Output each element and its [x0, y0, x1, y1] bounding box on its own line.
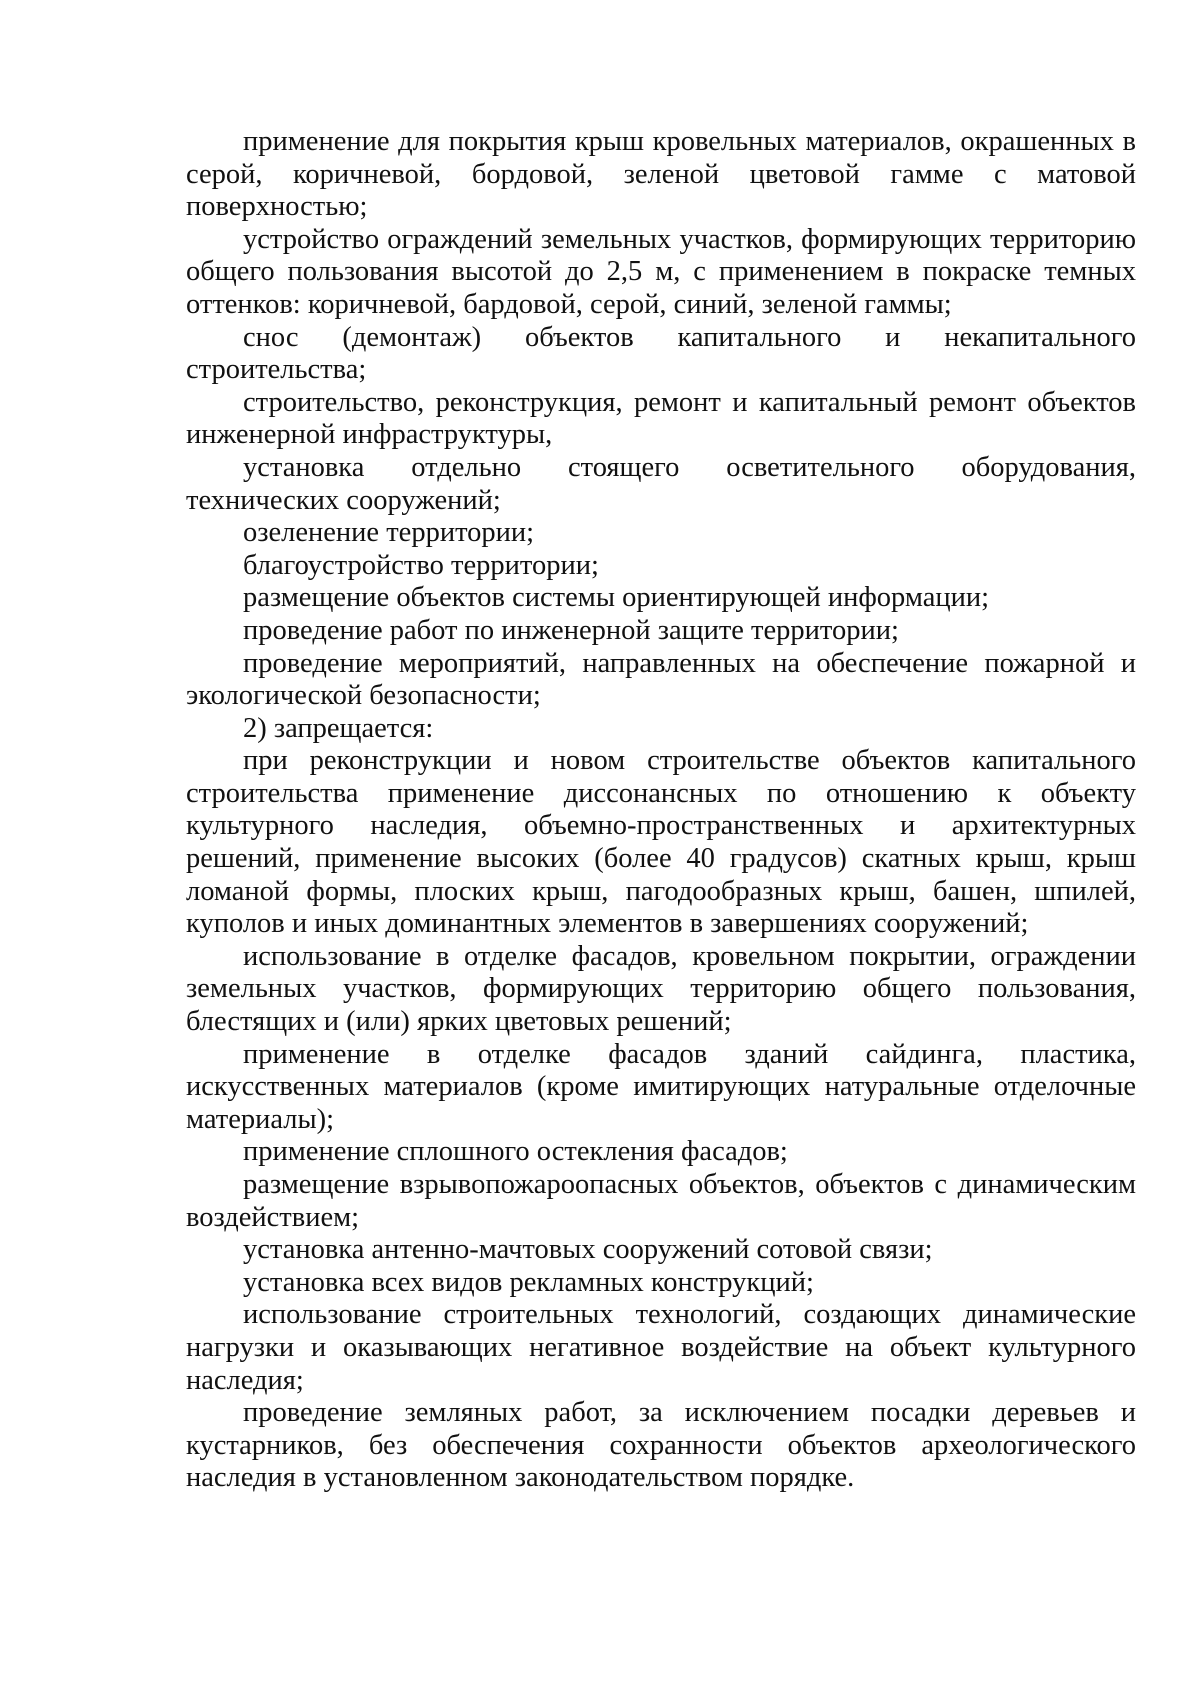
paragraph-dissonant-solutions: при реконструкции и новом строительстве объектов капитального строительства применение диссонансных по отношению к объекту культурного наследия, объемно-пространственных и архитектурных решений, применение высоких (более 40 градусов) скатных крыш, крыш ломаной формы, плоских крыш, пагодообразных крыш, башен, шпилей, куполов и иных доминантных элементов в завершениях сооружений;	[186, 745, 1136, 940]
paragraph-siding-plastic: применение в отделке фасадов зданий сайдинга, пластика, искусственных материалов (кроме имитирующих натуральные отделочные материалы);	[186, 1038, 1136, 1135]
paragraph-antenna-masts: установка антенно-мачтовых сооружений сотовой связи;	[243, 1234, 933, 1266]
paragraph-bright-colors: использование в отделке фасадов, кровельном покрытии, ограждении земельных участков, формирующих территорию общего пользования, блестящих и (или) ярких цветовых решений;	[186, 940, 1136, 1038]
paragraph-demolition: снос (демонтаж) объектов капитального и некапитального строительства;	[186, 321, 1136, 386]
paragraph-dynamic-loads: использование строительных технологий, создающих динамические нагрузки и оказывающих негативное воздействие на объект культурного наследия;	[186, 1299, 1136, 1396]
paragraph-orientation-info: размещение объектов системы ориентирующей информации;	[243, 582, 990, 614]
paragraph-lighting-equipment: установка отдельно стоящего осветительного оборудования, технических сооружений;	[186, 451, 1136, 516]
paragraph-advertising: установка всех видов рекламных конструкций;	[243, 1266, 814, 1298]
document-body	[186, 126, 1136, 1495]
paragraph-fencing: устройство ограждений земельных участков, формирующих территорию общего пользования высотой до 2,5 м, с применением в покраске темных оттенков: коричневой, бардовой, серой, синий, зеленой гаммы;	[186, 223, 1136, 320]
paragraph-engineering-infrastructure: строительство, реконструкция, ремонт и капитальный ремонт объектов инженерной инфраструктуры,	[186, 386, 1136, 451]
paragraph-hazardous-objects: размещение взрывопожароопасных объектов, объектов с динамическим воздействием;	[186, 1169, 1136, 1233]
paragraph-earthworks: проведение земляных работ, за исключением посадки деревьев и кустарников, без обеспечения сохранности объектов археологического наследия в установленном законодательством порядке.	[186, 1397, 1136, 1494]
paragraph-roof-coverings: применение для покрытия крыш кровельных материалов, окрашенных в серой, коричневой, бордовой, зеленой цветовой гамме с матовой поверхностью;	[186, 126, 1136, 223]
paragraph-improvement: благоустройство территории;	[243, 549, 599, 581]
paragraph-fire-safety: проведение мероприятий, направленных на обеспечение пожарной и экологической безопасности;	[186, 647, 1136, 712]
paragraph-prohibited-heading: 2) запрещается:	[243, 712, 434, 744]
paragraph-engineering-protection: проведение работ по инженерной защите территории;	[243, 614, 899, 646]
paragraph-landscaping: озеленение территории;	[243, 517, 535, 549]
paragraph-solid-glazing: применение сплошного остекления фасадов;	[243, 1136, 788, 1168]
